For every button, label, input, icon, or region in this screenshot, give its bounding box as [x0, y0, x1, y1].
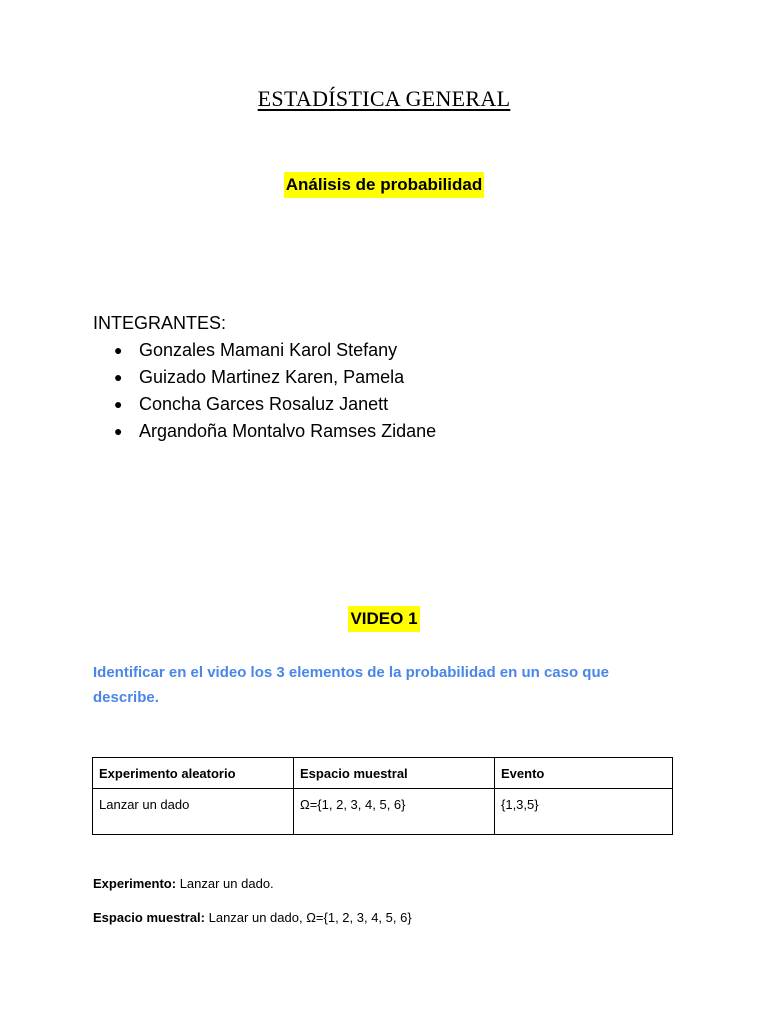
table-header-cell: Evento	[495, 758, 673, 789]
bullet-icon: ●	[114, 342, 123, 358]
experiment-note	[93, 876, 274, 891]
member-item	[93, 364, 436, 391]
note-label: Espacio muestral:	[93, 910, 205, 925]
table-header-row	[93, 758, 673, 789]
video-heading: VIDEO 1	[348, 606, 419, 632]
member-name: Guizado Martinez Karen, Pamela	[139, 367, 405, 387]
sample-space-note	[93, 910, 412, 925]
bullet-icon: ●	[114, 396, 123, 412]
table-row	[93, 789, 673, 835]
bullet-icon: ●	[114, 369, 123, 385]
members-heading: INTEGRANTES:	[93, 313, 227, 333]
member-name: Concha Garces Rosaluz Janett	[139, 394, 389, 414]
members-list	[93, 337, 436, 445]
video-instruction: Identificar en el video los 3 elementos de la probabilidad en un caso que describe.	[93, 664, 609, 706]
probability-elements-table	[92, 757, 673, 835]
table-header-cell: Experimento aleatorio	[93, 758, 294, 789]
table-header-cell: Espacio muestral	[294, 758, 495, 789]
table-cell: Lanzar un dado	[93, 789, 294, 835]
note-text: Lanzar un dado.	[176, 876, 274, 891]
table-cell: {1,3,5}	[495, 789, 673, 835]
members-section	[93, 310, 436, 445]
bullet-icon: ●	[114, 423, 123, 439]
document-title: ESTADÍSTICA GENERAL	[257, 86, 511, 111]
member-name: Argandoña Montalvo Ramses Zidane	[139, 421, 437, 441]
member-item	[93, 391, 436, 418]
note-label: Experimento:	[93, 876, 177, 891]
member-item	[93, 337, 436, 364]
member-item	[93, 418, 436, 445]
document-subtitle: Análisis de probabilidad	[284, 172, 484, 198]
member-name: Gonzales Mamani Karol Stefany	[139, 340, 398, 360]
video-heading-container	[0, 606, 768, 632]
note-text: Lanzar un dado, Ω={1, 2, 3, 4, 5, 6}	[205, 910, 412, 925]
subtitle-container	[0, 172, 768, 198]
table-cell: Ω={1, 2, 3, 4, 5, 6}	[294, 789, 495, 835]
